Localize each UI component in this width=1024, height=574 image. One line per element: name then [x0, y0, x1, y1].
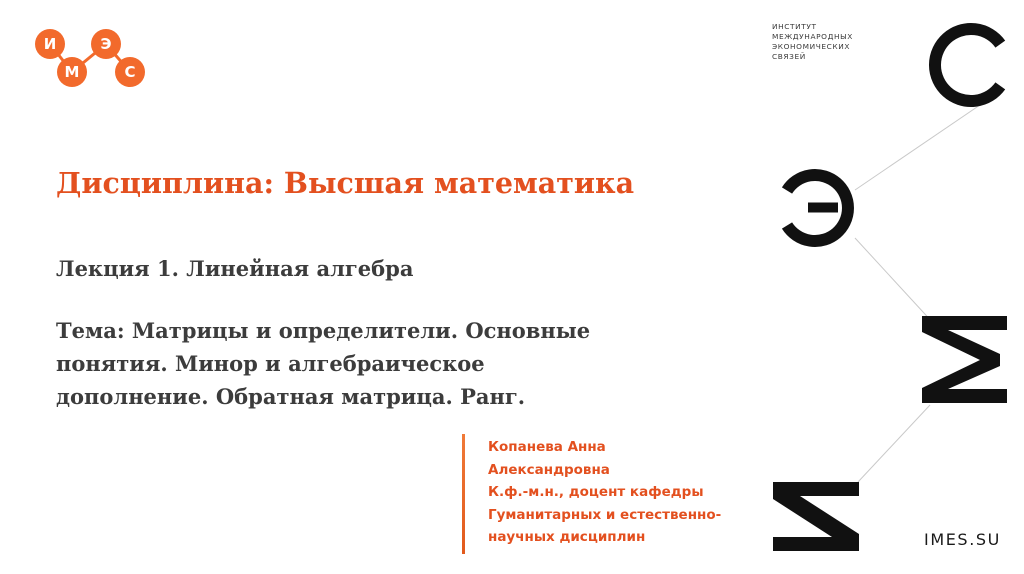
author-line: К.ф.-м.н., доцент кафедры: [488, 484, 704, 500]
institute-line: СВЯЗЕЙ: [772, 52, 806, 61]
author-info: [488, 436, 721, 549]
institute-line: МЕЖДУНАРОДНЫХ: [772, 32, 853, 41]
logo-letter: Э: [100, 35, 112, 53]
lecture-topic: [56, 314, 716, 413]
logo-letter: И: [43, 35, 57, 53]
website-url: IMES.SU: [924, 530, 1001, 549]
brand-letter-s-icon: [935, 29, 1000, 101]
lecture-title: Лекция 1. Линейная алгебра: [56, 256, 414, 281]
author-line: Александровна: [488, 461, 610, 478]
logo-letter: С: [124, 63, 136, 81]
brand-letter-i-icon: [773, 482, 859, 551]
connector-lines: [855, 90, 1002, 482]
institute-line: ИНСТИТУТ: [772, 22, 817, 31]
topic-line: Тема: Матрицы и определители. Основные: [56, 318, 591, 343]
topic-line: дополнение. Обратная матрица. Ранг.: [56, 384, 526, 409]
discipline-title: Дисциплина: Высшая математика: [56, 166, 635, 200]
author-line: Гуманитарных и естественно-: [488, 506, 722, 523]
author-line: Копанева Анна: [488, 439, 606, 455]
author-line: научных дисциплин: [488, 529, 646, 545]
brand-letter-e-bar: [808, 203, 838, 213]
brand-letter-m-icon: [922, 316, 1007, 403]
topic-line: понятия. Минор и алгебраическое: [56, 351, 485, 376]
logo-letter: М: [64, 63, 80, 81]
institute-line: ЭКОНОМИЧЕСКИХ: [772, 42, 851, 51]
author-divider: [462, 434, 465, 554]
